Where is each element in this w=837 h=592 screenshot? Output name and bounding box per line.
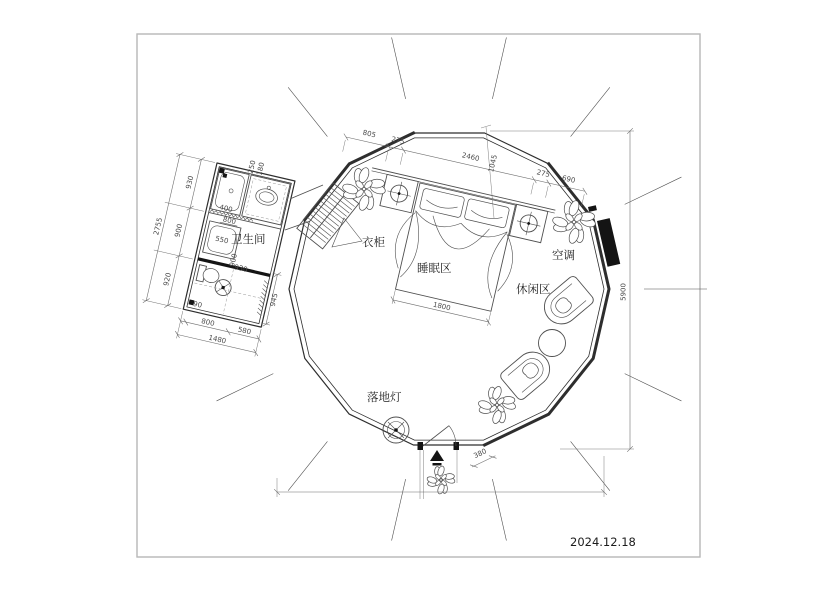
roof-spoke	[625, 374, 682, 401]
dim-shower: 400	[218, 203, 234, 215]
bathroom-divider-upper	[209, 212, 281, 229]
dim-bath-left-2: 900	[173, 223, 185, 239]
dim-tick	[344, 134, 348, 141]
wardrobe-pointer	[332, 218, 362, 247]
entry-arrow-icon	[430, 450, 444, 461]
wall-inner	[294, 138, 604, 440]
dim-extension	[154, 250, 193, 259]
roof-spoke	[492, 479, 506, 540]
chair-cushion	[553, 295, 573, 315]
dim-tick	[532, 176, 536, 183]
dim-bath-right: 945	[268, 292, 280, 308]
wall-socket	[588, 205, 597, 212]
pillows	[419, 188, 509, 228]
dim-top-3: 2460	[461, 151, 481, 164]
label-leisure-area: 休闲区	[516, 282, 551, 296]
dim-tick	[390, 297, 397, 304]
dim-bath-mid-b: 930	[233, 263, 249, 274]
dim-extension	[177, 311, 183, 338]
roof-spokes	[217, 37, 707, 540]
bathroom-annex	[131, 142, 308, 359]
plant	[426, 465, 456, 495]
door-leaf	[423, 426, 449, 446]
dim-top-4: 275	[535, 168, 551, 180]
door-post-left	[418, 442, 424, 450]
dim-bath-bottom-total: 1480	[207, 333, 227, 346]
dim-extension	[142, 300, 181, 309]
plant	[551, 199, 596, 244]
dim-top-rotated: 1045	[487, 153, 499, 174]
roof-spoke	[288, 441, 327, 490]
dim-tick	[401, 147, 405, 154]
roof-spoke	[392, 37, 406, 98]
plant-center	[572, 220, 575, 223]
dim-overall-height: 5900	[619, 283, 628, 301]
shower-valve	[229, 188, 234, 193]
dim-bath-bottom-1: 800	[200, 317, 216, 328]
dim-tick	[485, 319, 492, 326]
dim-bed-width: 1800	[432, 300, 452, 313]
sink	[254, 187, 279, 208]
dim-bath-small: 90	[192, 299, 203, 310]
label-wardrobe: 衣柜	[362, 235, 385, 249]
bath-centerline-v	[223, 269, 233, 314]
nightstand-right	[509, 204, 547, 242]
dim-bath-top-a: 250	[246, 159, 258, 175]
dim-extension	[165, 202, 204, 211]
dim-extension	[531, 183, 534, 195]
door-post-right	[454, 442, 460, 450]
corridor-line	[291, 185, 323, 199]
label-bathroom: 卫生间	[231, 232, 266, 246]
faucet	[267, 186, 271, 190]
roof-spoke	[392, 479, 406, 540]
plant	[477, 385, 516, 424]
dim-bath-top-b: 180	[255, 161, 267, 177]
dim-top-2: 275	[390, 135, 406, 147]
dim-extension	[582, 194, 585, 206]
roof-spoke	[217, 374, 274, 401]
chair-cushion	[521, 360, 541, 380]
dim-bath-left-1: 930	[184, 174, 196, 190]
plant-center	[495, 403, 498, 406]
dim-door-side: 380	[472, 447, 488, 461]
side-table	[539, 330, 566, 357]
dim-top-1: 805	[361, 128, 377, 140]
hanger-rail	[310, 194, 345, 238]
label-floor-lamp: 落地灯	[367, 390, 402, 404]
roof-spoke	[288, 87, 327, 136]
plant-center	[439, 478, 442, 481]
dim-washer: 550	[214, 234, 230, 246]
label-sleeping-area: 睡眠区	[417, 261, 452, 275]
dim-extension	[255, 329, 261, 356]
dim-extension	[400, 153, 403, 165]
dim-extension	[176, 154, 215, 163]
dim-tick	[583, 188, 587, 195]
dim-bath-left-total: 2755	[152, 216, 165, 236]
entry-arrow-base	[433, 463, 442, 466]
roof-spoke	[492, 37, 506, 98]
dim-extension	[546, 186, 549, 198]
plant-center	[362, 187, 365, 190]
dim-tick	[489, 456, 497, 459]
bathroom-door-hatch	[256, 281, 269, 316]
roof-spoke	[571, 87, 610, 136]
dim-bath-mid-a: 900	[228, 252, 239, 268]
dim-curtain: 800	[221, 215, 237, 227]
roof-spoke	[625, 177, 682, 204]
dim-tick	[182, 319, 189, 326]
nightstand-left	[380, 174, 418, 212]
dim-tick	[225, 328, 232, 335]
dim-bath-bottom-2: 580	[237, 325, 252, 337]
leisure-chair-lower	[499, 345, 557, 401]
dim-tick	[547, 180, 551, 187]
label-air-conditioner: 空调	[552, 248, 575, 262]
dim-bath-left-3: 920	[162, 271, 173, 287]
dim-top-5: 690	[561, 174, 577, 185]
dim-extension	[343, 140, 346, 152]
air-conditioner-unit	[597, 218, 620, 267]
vanity	[242, 175, 290, 225]
floor-lamp-symbol	[383, 417, 409, 443]
title-block-date: 2024.12.18	[570, 535, 636, 549]
dim-tick	[470, 465, 478, 468]
